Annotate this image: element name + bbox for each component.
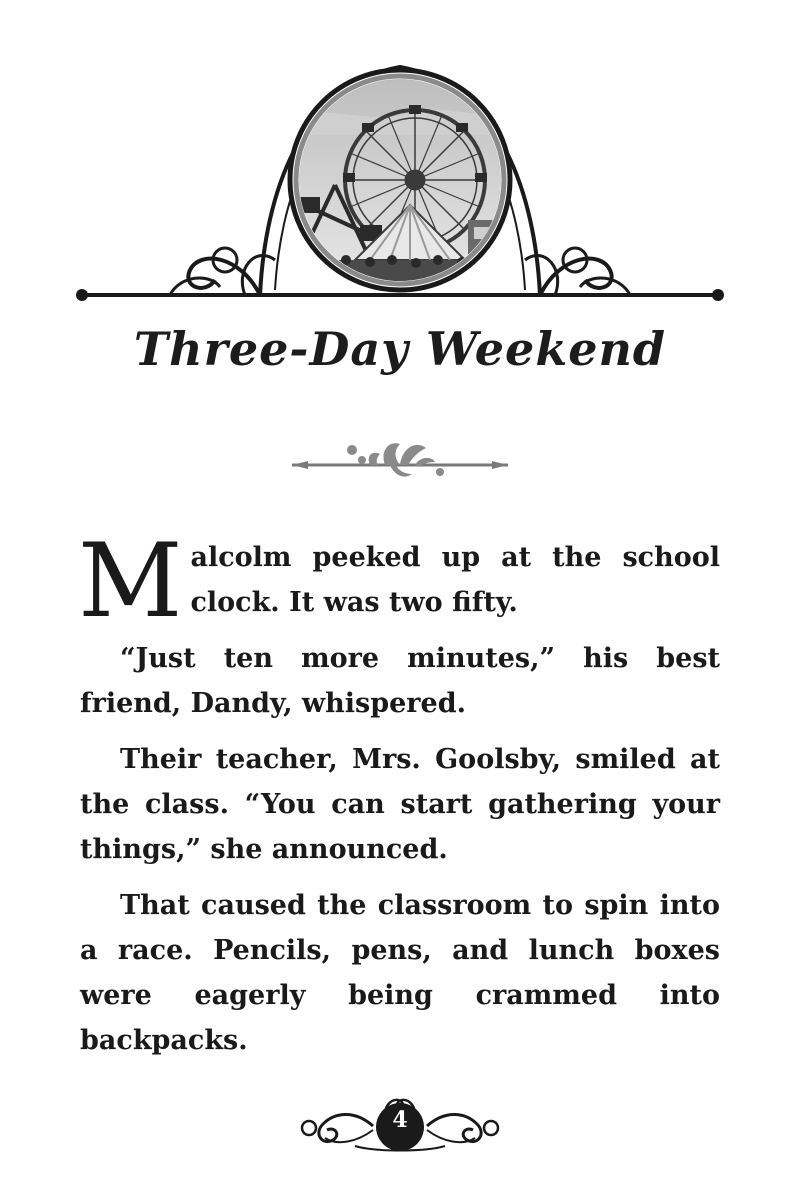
paragraph: “Just ten more minutes,” his best friend, Dandy, whispered. — [80, 643, 720, 719]
drop-cap: M — [78, 522, 183, 641]
paragraph: Their teacher, Mrs. Goolsby, smiled at the class. “You can start gathering your things,” she announced. — [80, 744, 720, 865]
paragraph-text: alcolm peeked up at the school clock. It was two fifty. — [190, 542, 720, 618]
flourish-divider — [290, 430, 510, 490]
chapter-title: Three-Day Weekend — [133, 322, 667, 376]
paragraph — [78, 522, 720, 641]
paragraph: That caused the classroom to spin into a race. Pencils, pens, and lunch boxes were eagerly being crammed into backpacks. — [80, 890, 720, 1056]
page-number: 4 — [392, 1107, 408, 1133]
chapter-body — [78, 522, 720, 1074]
chapter-header-ornament — [70, 55, 730, 320]
